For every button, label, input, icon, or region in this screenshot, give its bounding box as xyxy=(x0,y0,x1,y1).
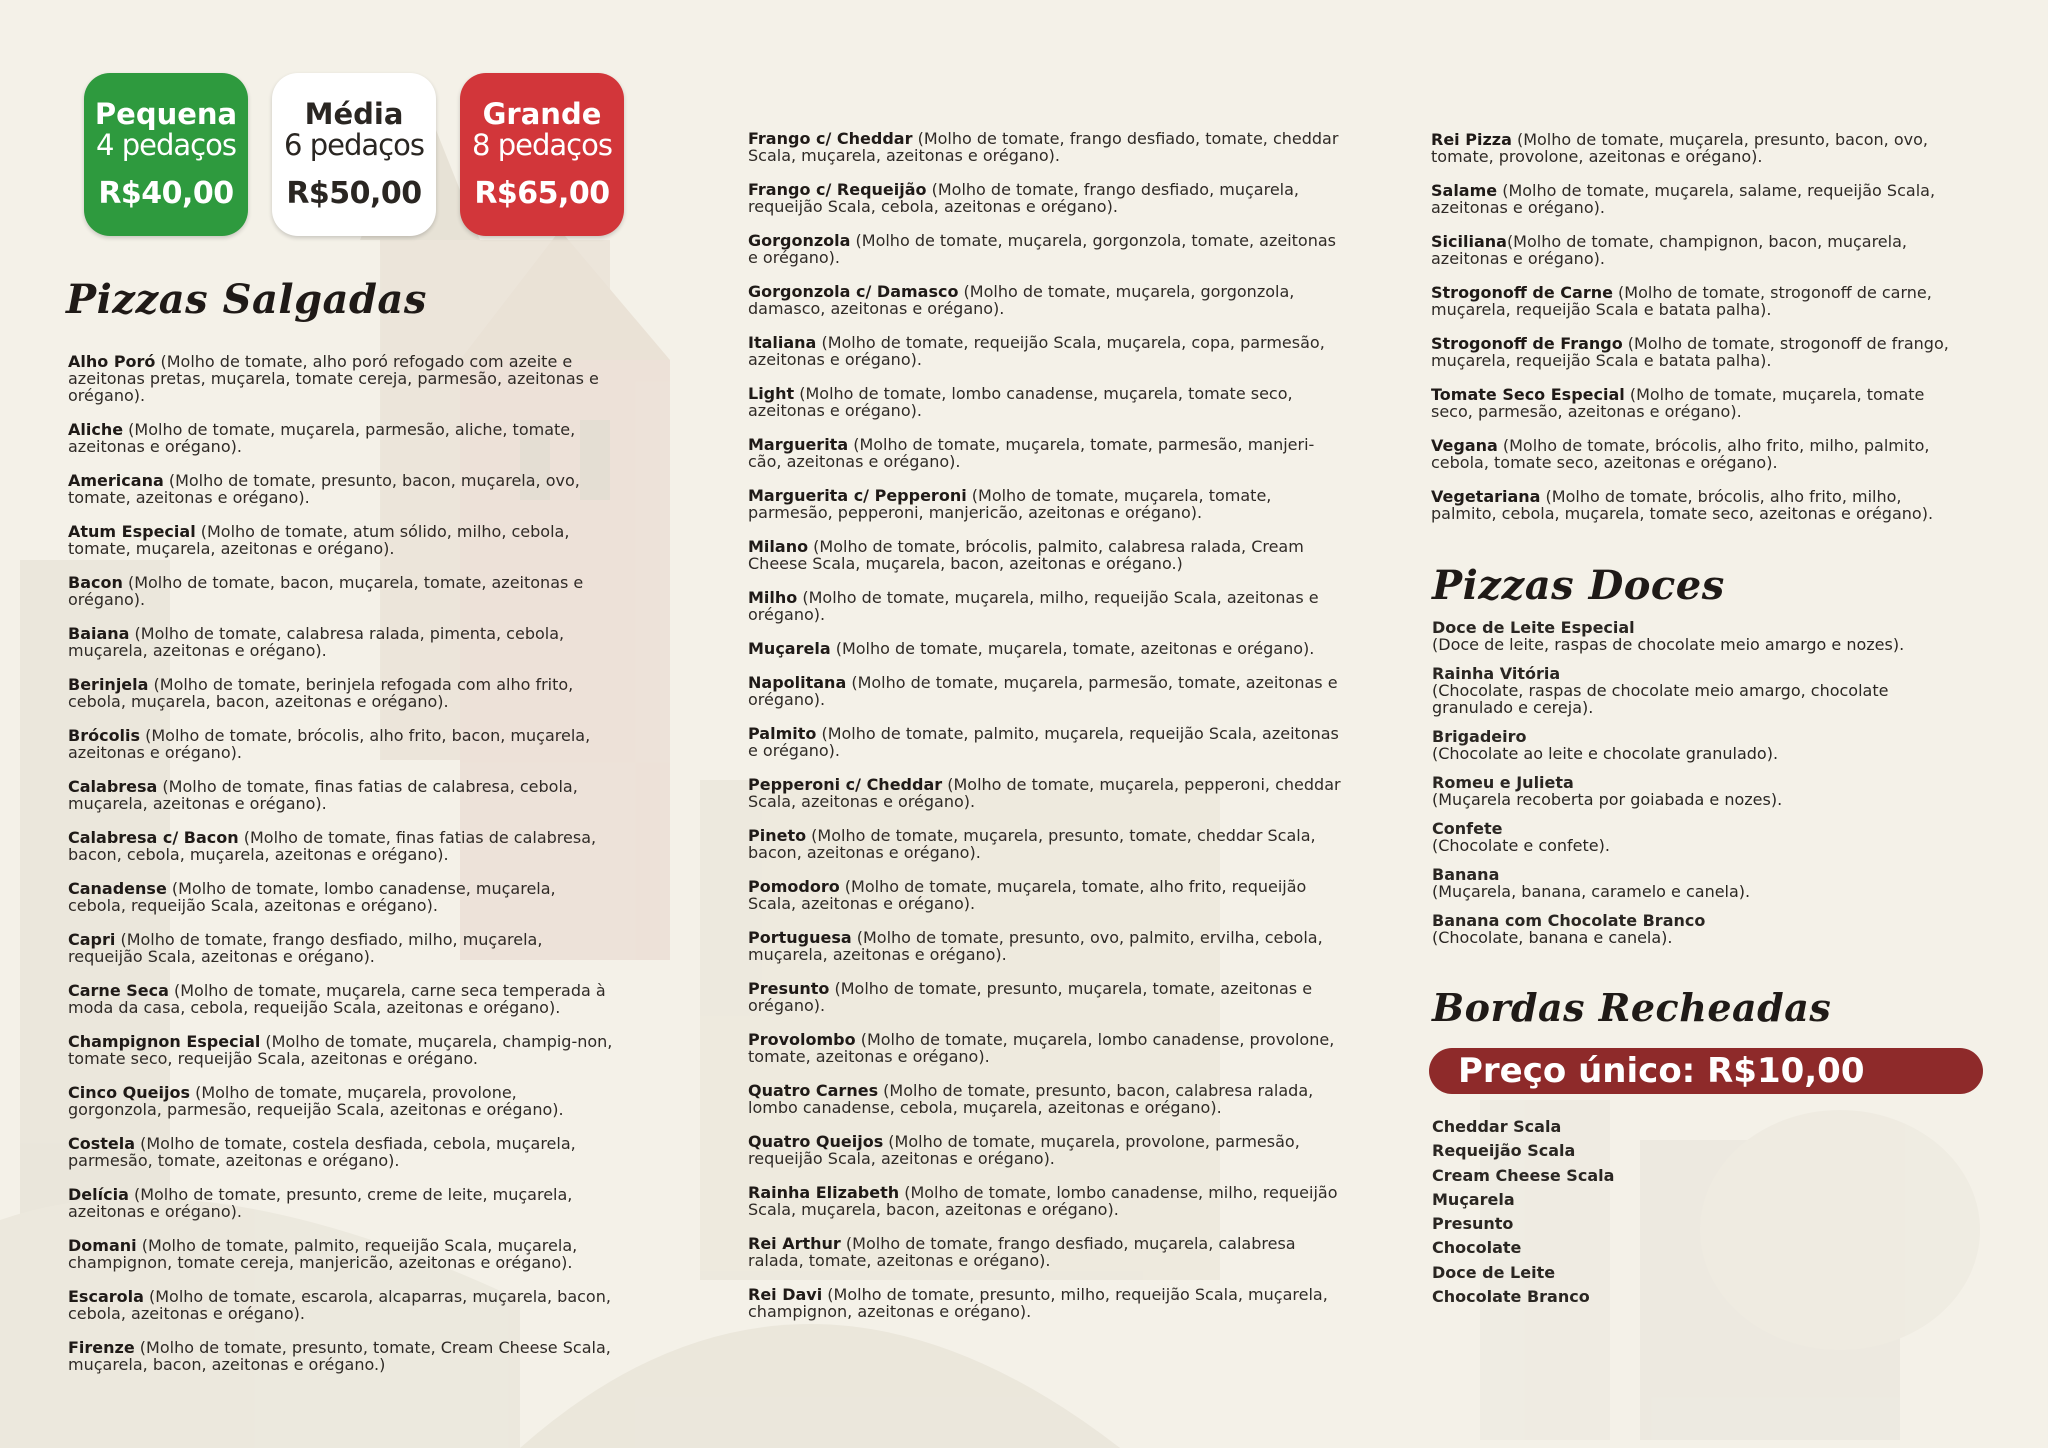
menu-item xyxy=(68,1339,613,1373)
item-description: (Molho de tomate, brócolis, alho frito, milho, palmito, cebola, tomate seco, azeitonas e orégano). xyxy=(1431,436,1930,472)
item-name: Champignon Especial xyxy=(68,1032,261,1051)
menu-item xyxy=(748,334,1346,368)
item-name: Pomodoro xyxy=(748,877,840,896)
doce-item xyxy=(1432,820,1952,854)
item-name: Costela xyxy=(68,1134,136,1153)
item-description: (Molho de tomate, lombo canadense, muçarela, cebola, requeijão Scala, azeitonas e orégano). xyxy=(68,879,556,915)
item-name: Atum Especial xyxy=(68,522,196,541)
item-name: Vegana xyxy=(1431,436,1498,455)
item-description: (Molho de tomate, muçarela, tomate seco, parmesão, azeitonas e orégano). xyxy=(1431,385,1925,421)
salgadas-column-1 xyxy=(68,353,613,1390)
item-name: Domani xyxy=(68,1236,137,1255)
item-name: Rei Arthur xyxy=(748,1234,841,1253)
menu-item xyxy=(748,929,1346,963)
item-description: (Molho de tomate, frango desfiado, muçarela, calabresa ralada, tomate, azeitonas e orégano). xyxy=(748,1234,1296,1270)
item-name: Firenze xyxy=(68,1338,135,1357)
size-card-media xyxy=(272,73,436,236)
borda-item: Presunto xyxy=(1432,1214,1514,1234)
menu-item xyxy=(748,1184,1346,1218)
menu-item xyxy=(68,472,613,506)
item-name: Marguerita xyxy=(748,435,849,454)
item-description: (Molho de tomate, frango desfiado, milho, muçarela, requeijão Scala, azeitonas e orégano). xyxy=(68,930,543,966)
menu-item xyxy=(748,385,1346,419)
item-description: (Molho de tomate, muçarela, tomate, alho frito, requeijão Scala, azeitonas e orégano). xyxy=(748,877,1307,913)
item-description: (Molho de tomate, finas fatias de calabresa, bacon, cebola, muçarela, azeitonas e orégano). xyxy=(68,828,597,864)
menu-item xyxy=(68,421,613,455)
item-description: (Molho de tomate, escarola, alcaparras, muçarela, bacon, cebola, azeitonas e orégano). xyxy=(68,1287,611,1323)
item-description: (Molho de tomate, muçarela, gorgonzola, damasco, azeitonas e orégano). xyxy=(748,282,1295,318)
item-description: (Molho de tomate, muçarela, champig-non, tomate seco, requeijão Scala, azeitonas e orégano. xyxy=(68,1032,613,1068)
item-description: (Molho de tomate, muçarela, provolone, parmesão, requeijão Scala, azeitonas e orégano). xyxy=(748,1132,1300,1168)
item-description: (Molho de tomate, muçarela, salame, requeijão Scala, azeitonas e orégano). xyxy=(1431,181,1936,217)
item-name: Brócolis xyxy=(68,726,141,745)
item-name: Strogonoff de Carne xyxy=(1431,283,1613,302)
salgadas-column-2 xyxy=(748,130,1346,1337)
doce-description: (Muçarela, banana, caramelo e canela). xyxy=(1432,882,1751,901)
item-name: Carne Seca xyxy=(68,981,169,1000)
menu-item xyxy=(68,676,613,710)
menu-item xyxy=(748,674,1346,708)
borda-item: Cheddar Scala xyxy=(1432,1117,1562,1136)
menu-item xyxy=(68,829,613,863)
menu-item xyxy=(1431,131,1971,165)
menu-item xyxy=(68,1186,613,1220)
menu-item xyxy=(68,778,613,812)
size-price: R$50,00 xyxy=(286,176,422,211)
menu-item xyxy=(748,1031,1346,1065)
menu-item xyxy=(748,878,1346,912)
item-name: Frango c/ Cheddar xyxy=(748,129,913,148)
menu-item xyxy=(68,1084,613,1118)
item-name: Rainha Elizabeth xyxy=(748,1183,900,1202)
doce-name: Romeu e Julieta xyxy=(1432,773,1574,792)
menu-item xyxy=(748,640,1346,657)
pizzas-doces-heading: Pizzas Doces xyxy=(1432,562,1725,609)
item-name: Napolitana xyxy=(748,673,847,692)
item-description: (Molho de tomate, brócolis, alho frito, milho, palmito, cebola, muçarela, tomate seco, azeitonas e orégano). xyxy=(1431,487,1934,523)
item-description: (Molho de tomate, berinjela refogada com alho frito, cebola, muçarela, bacon, azeitonas e orégano). xyxy=(68,675,574,711)
item-name: Vegetariana xyxy=(1431,487,1541,506)
menu-item xyxy=(748,1235,1346,1269)
menu-item xyxy=(748,436,1346,470)
item-name: Gorgonzola xyxy=(748,231,851,250)
item-name: Escarola xyxy=(68,1287,144,1306)
size-price: R$40,00 xyxy=(98,176,234,211)
item-description: (Molho de tomate, muçarela, tomate, parmesão, manjeri-cão, azeitonas e orégano). xyxy=(748,435,1315,471)
menu-item xyxy=(68,727,613,761)
item-description: (Molho de tomate, muçarela, presunto, bacon, ovo, tomate, provolone, azeitonas e orégano). xyxy=(1431,130,1928,166)
item-name: Siciliana xyxy=(1431,232,1507,251)
item-description: (Molho de tomate, lombo canadense, muçarela, tomate seco, azeitonas e orégano). xyxy=(748,384,1293,420)
item-name: Rei Pizza xyxy=(1431,130,1512,149)
item-name: Portuguesa xyxy=(748,928,852,947)
item-description: (Molho de tomate, muçarela, carne seca temperada à moda da casa, cebola, requeijão Scala, azeitonas e orégano). xyxy=(68,981,606,1017)
item-description: (Molho de tomate, presunto, bacon, muçarela, ovo, tomate, azeitonas e orégano). xyxy=(68,471,580,507)
item-name: Aliche xyxy=(68,420,124,439)
size-pieces: 6 pedaços xyxy=(284,128,424,162)
borda-item: Requeijão Scala xyxy=(1432,1141,1576,1161)
item-name: Capri xyxy=(68,930,116,949)
menu-item xyxy=(68,880,613,914)
item-name: Pineto xyxy=(748,826,807,845)
item-name: Pepperoni c/ Cheddar xyxy=(748,775,943,794)
menu-item xyxy=(1431,182,1971,216)
menu-item xyxy=(68,982,613,1016)
doce-name: Banana com Chocolate Branco xyxy=(1432,911,1706,930)
borda-item: Doce de Leite xyxy=(1432,1262,1556,1282)
menu-item xyxy=(748,538,1346,572)
doce-name: Rainha Vitória xyxy=(1432,664,1561,683)
item-description: (Molho de tomate, strogonoff de frango, muçarela, requeijão Scala e batata palha). xyxy=(1431,334,1949,370)
doce-item xyxy=(1432,665,1952,716)
doce-name: Doce de Leite Especial xyxy=(1432,618,1635,637)
menu-item xyxy=(68,1033,613,1067)
borda-item: Muçarela xyxy=(1432,1189,1515,1209)
item-description: (Molho de tomate, brócolis, alho frito, bacon, muçarela, azeitonas e orégano). xyxy=(68,726,591,762)
item-name: Quatro Carnes xyxy=(748,1081,879,1100)
size-name: Média xyxy=(304,97,404,131)
item-description: (Molho de tomate, frango desfiado, muçarela, requeijão Scala, cebola, azeitonas e orégano). xyxy=(748,180,1299,216)
menu-item xyxy=(1431,233,1971,267)
item-name: Milho xyxy=(748,588,798,607)
item-name: Quatro Queijos xyxy=(748,1132,884,1151)
menu-item xyxy=(748,776,1346,810)
item-description: (Molho de tomate, presunto, ovo, palmito, ervilha, cebola, muçarela, azeitonas e orégano). xyxy=(748,928,1323,964)
size-name: Pequena xyxy=(94,97,238,131)
item-description: (Molho de tomate, finas fatias de calabresa, cebola, muçarela, azeitonas e orégano). xyxy=(68,777,578,813)
item-name: Italiana xyxy=(748,333,817,352)
item-name: Rei Davi xyxy=(748,1285,823,1304)
menu-item xyxy=(748,725,1346,759)
menu-item xyxy=(748,130,1346,164)
doce-description: (Chocolate, banana e canela). xyxy=(1432,928,1673,947)
item-description: (Molho de tomate, brócolis, palmito, calabresa ralada, Cream Cheese Scala, muçarela, bacon, azeitonas e orégano.) xyxy=(748,537,1304,573)
menu-item xyxy=(748,980,1346,1014)
item-name: Calabresa c/ Bacon xyxy=(68,828,239,847)
menu-item xyxy=(68,1135,613,1169)
item-description: (Molho de tomate, palmito, muçarela, requeijão Scala, azeitonas e orégano). xyxy=(748,724,1339,760)
menu-item xyxy=(1431,437,1971,471)
doce-description: (Muçarela recoberta por goiabada e nozes). xyxy=(1432,790,1783,809)
item-description: (Molho de tomate, muçarela, tomate, azeitonas e orégano). xyxy=(830,639,1315,658)
doce-description: (Chocolate ao leite e chocolate granulado). xyxy=(1432,744,1779,763)
doce-item xyxy=(1432,774,1952,808)
size-price: R$65,00 xyxy=(474,176,610,211)
item-description: (Molho de tomate, muçarela, presunto, tomate, cheddar Scala, bacon, azeitonas e orégano). xyxy=(748,826,1316,862)
menu-item xyxy=(68,353,613,404)
borda-item: Cream Cheese Scala xyxy=(1432,1165,1615,1185)
menu-item xyxy=(1431,284,1971,318)
item-name: Berinjela xyxy=(68,675,149,694)
item-name: Cinco Queijos xyxy=(68,1083,190,1102)
size-name: Grande xyxy=(482,97,602,131)
item-description: (Molho de tomate, palmito, requeijão Scala, muçarela, champignon, tomate cereja, manjericão, azeitonas e orégano). xyxy=(68,1236,578,1272)
doce-description: (Doce de leite, raspas de chocolate meio amargo e nozes). xyxy=(1432,635,1905,654)
item-description: (Molho de tomate, presunto, muçarela, tomate, azeitonas e orégano). xyxy=(748,979,1313,1015)
bordas-list xyxy=(1432,1115,1614,1309)
doce-item xyxy=(1432,728,1952,762)
doce-item xyxy=(1432,619,1952,653)
doce-item xyxy=(1432,866,1952,900)
menu-item xyxy=(748,1133,1346,1167)
borda-item: Chocolate xyxy=(1432,1238,1522,1258)
size-pieces: 4 pedaços xyxy=(96,128,236,162)
bordas-recheadas-heading: Bordas Recheadas xyxy=(1432,985,1832,1030)
menu-item xyxy=(1431,386,1971,420)
item-description: (Molho de tomate, muçarela, parmesão, tomate, azeitonas e orégano). xyxy=(748,673,1338,709)
menu-item xyxy=(1431,488,1971,522)
item-name: Calabresa xyxy=(68,777,158,796)
menu-item xyxy=(748,589,1346,623)
item-description: (Molho de tomate, muçarela, gorgonzola, tomate, azeitonas e orégano). xyxy=(748,231,1336,267)
size-price-cards xyxy=(84,73,624,236)
item-description: (Molho de tomate, presunto, milho, requeijão Scala, muçarela, champignon, azeitonas e orégano). xyxy=(748,1285,1328,1321)
item-name: Milano xyxy=(748,537,809,556)
doce-name: Banana xyxy=(1432,865,1500,884)
item-name: Marguerita c/ Pepperoni xyxy=(748,486,967,505)
size-card-pequena xyxy=(84,73,248,236)
pizzas-doces-list xyxy=(1432,619,1952,958)
item-name: Bacon xyxy=(68,573,123,592)
item-name: Presunto xyxy=(748,979,830,998)
salgadas-column-3 xyxy=(1431,131,1971,539)
item-name: Americana xyxy=(68,471,164,490)
item-description: (Molho de tomate, frango desfiado, tomate, cheddar Scala, muçarela, azeitonas e orégano). xyxy=(748,129,1339,165)
item-description: (Molho de tomate, calabresa ralada, pimenta, cebola, muçarela, azeitonas e orégano). xyxy=(68,624,565,660)
item-name: Delícia xyxy=(68,1185,129,1204)
item-description: (Molho de tomate, costela desfiada, cebola, muçarela, parmesão, tomate, azeitonas e orégano). xyxy=(68,1134,576,1170)
item-description: (Molho de tomate, lombo canadense, milho, requeijão Scala, muçarela, bacon, azeitonas e orégano). xyxy=(748,1183,1338,1219)
pizzas-salgadas-heading: Pizzas Salgadas xyxy=(66,276,427,323)
menu-item xyxy=(68,931,613,965)
menu-item xyxy=(68,1288,613,1322)
menu-item xyxy=(748,181,1346,215)
item-description: (Molho de tomate, presunto, tomate, Cream Cheese Scala, muçarela, bacon, azeitonas e orégano.) xyxy=(68,1338,611,1374)
item-description: (Molho de tomate, requeijão Scala, muçarela, copa, parmesão, azeitonas e orégano). xyxy=(748,333,1325,369)
doce-name: Confete xyxy=(1432,819,1503,838)
borda-item: Chocolate Branco xyxy=(1432,1287,1590,1307)
doce-description: (Chocolate e confete). xyxy=(1432,836,1610,855)
item-name: Strogonoff de Frango xyxy=(1431,334,1623,353)
item-name: Frango c/ Requeijão xyxy=(748,180,927,199)
menu-item xyxy=(748,232,1346,266)
size-pieces: 8 pedaços xyxy=(472,128,612,162)
item-description: (Molho de tomate, alho poró refogado com azeite e azeitonas pretas, muçarela, tomate cereja, parmesão, azeitonas e orégano). xyxy=(68,352,599,405)
menu-item xyxy=(748,1286,1346,1320)
item-name: Light xyxy=(748,384,795,403)
item-name: Palmito xyxy=(748,724,817,743)
doce-item xyxy=(1432,912,1952,946)
doce-name: Brigadeiro xyxy=(1432,727,1527,746)
item-description: (Molho de tomate, muçarela, lombo canadense, provolone, tomate, azeitonas e orégano). xyxy=(748,1030,1335,1066)
menu-item xyxy=(748,827,1346,861)
menu-item xyxy=(68,523,613,557)
item-name: Salame xyxy=(1431,181,1498,200)
menu-item xyxy=(68,1237,613,1271)
item-name: Alho Poró xyxy=(68,352,156,371)
item-description: (Molho de tomate, muçarela, provolone, gorgonzola, parmesão, requeijão Scala, azeitonas e orégano). xyxy=(68,1083,564,1119)
item-description: (Molho de tomate, atum sólido, milho, cebola, tomate, muçarela, azeitonas e orégano). xyxy=(68,522,570,558)
item-name: Baiana xyxy=(68,624,130,643)
preco-unico-banner: Preço único: R$10,00 xyxy=(1429,1048,1983,1094)
menu-item xyxy=(748,1082,1346,1116)
item-description: (Molho de tomate, strogonoff de carne, muçarela, requeijão Scala e batata palha). xyxy=(1431,283,1932,319)
doce-description: (Chocolate, raspas de chocolate meio amargo, chocolate granulado e cereja). xyxy=(1432,681,1889,717)
item-description: (Molho de tomate, muçarela, parmesão, aliche, tomate, azeitonas e orégano). xyxy=(68,420,576,456)
item-name: Gorgonzola c/ Damasco xyxy=(748,282,959,301)
menu-item xyxy=(68,574,613,608)
menu-item xyxy=(1431,335,1971,369)
item-description: (Molho de tomate, champignon, bacon, muçarela, azeitonas e orégano). xyxy=(1431,232,1907,268)
item-description: (Molho de tomate, muçarela, pepperoni, cheddar Scala, azeitonas e orégano). xyxy=(748,775,1341,811)
item-name: Provolombo xyxy=(748,1030,856,1049)
item-description: (Molho de tomate, muçarela, milho, requeijão Scala, azeitonas e orégano). xyxy=(748,588,1319,624)
item-description: (Molho de tomate, presunto, bacon, calabresa ralada, lombo canadense, cebola, muçarela, azeitonas e orégano). xyxy=(748,1081,1314,1117)
item-name: Canadense xyxy=(68,879,167,898)
menu-item xyxy=(748,283,1346,317)
item-name: Tomate Seco Especial xyxy=(1431,385,1625,404)
menu-item xyxy=(748,487,1346,521)
menu-item xyxy=(68,625,613,659)
item-description: (Molho de tomate, muçarela, tomate, parmesão, pepperoni, manjericão, azeitonas e orégano). xyxy=(748,486,1272,522)
item-description: (Molho de tomate, presunto, creme de leite, muçarela, azeitonas e orégano). xyxy=(68,1185,573,1221)
item-name: Muçarela xyxy=(748,639,831,658)
size-card-grande xyxy=(460,73,624,236)
item-description: (Molho de tomate, bacon, muçarela, tomate, azeitonas e orégano). xyxy=(68,573,584,609)
